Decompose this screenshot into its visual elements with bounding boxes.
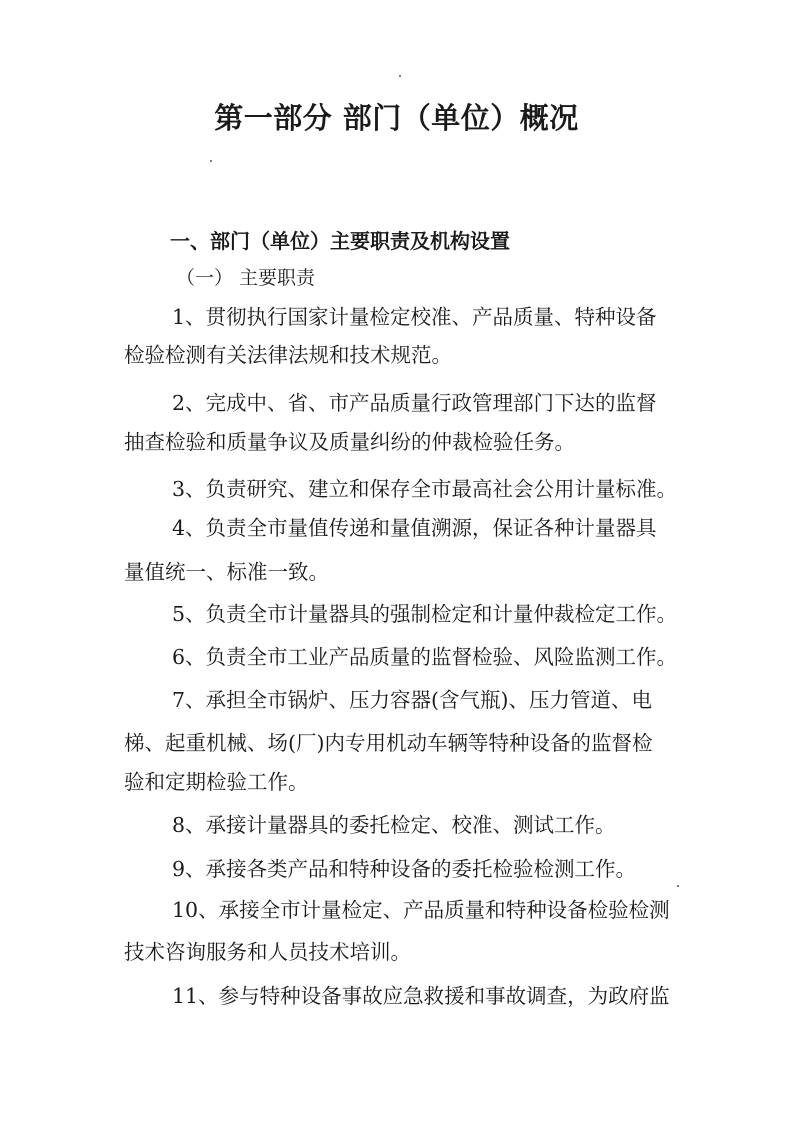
paragraph-line: 量值统一、标准一致。 [124,560,329,584]
paragraph-line: 11、参与特种设备事故应急救援和事故调查，为政府监 [172,984,670,1008]
paragraph-line: 技术咨询服务和人员技术培训。 [124,940,411,964]
paragraph-line: 7、承担全市锅炉、压力容器(含气瓶)、压力管道、电 [172,688,653,712]
paragraph-line: 1、贯彻执行国家计量检定校准、产品质量、特种设备 [172,305,657,329]
paragraph-line: 验和定期检验工作。 [124,770,309,794]
page-title: 第一部分 部门（单位）概况 [214,101,579,135]
paragraph-line: 4、负责全市量值传递和量值溯源，保证各种计量器具 [172,516,657,540]
paragraph-line: 8、承接计量器具的委托检定、校准、测试工作。 [172,813,616,837]
paragraph-line: 检验检测有关法律法规和技术规范。 [124,343,452,367]
paragraph-line: 10、承接全市计量检定、产品质量和特种设备检验检测 [172,898,670,922]
paragraph-line: 9、承接各类产品和特种设备的委托检验检测工作。 [172,857,637,881]
paragraph-line: 5、负责全市计量器具的强制检定和计量仲裁检定工作。 [172,602,678,626]
scan-speck [677,885,679,887]
scan-speck [210,160,212,162]
paragraph-line: 抽查检验和质量争议及质量纠纷的仲裁检验任务。 [124,430,575,454]
paragraph-line: 3、负责研究、建立和保存全市最高社会公用计量标准。 [172,477,678,501]
paragraph-line: 2、完成中、省、市产品质量行政管理部门下达的监督 [172,391,657,415]
sub-heading: （一） 主要职责 [176,267,316,289]
paragraph-line: 梯、起重机械、场(厂)内专用机动车辆等特种设备的监督检 [124,731,653,755]
paragraph-line: 6、负责全市工业产品质量的监督检验、风险监测工作。 [172,645,678,669]
section-heading: 一、部门（单位）主要职责及机构设置 [170,229,510,253]
scan-speck [399,75,401,77]
